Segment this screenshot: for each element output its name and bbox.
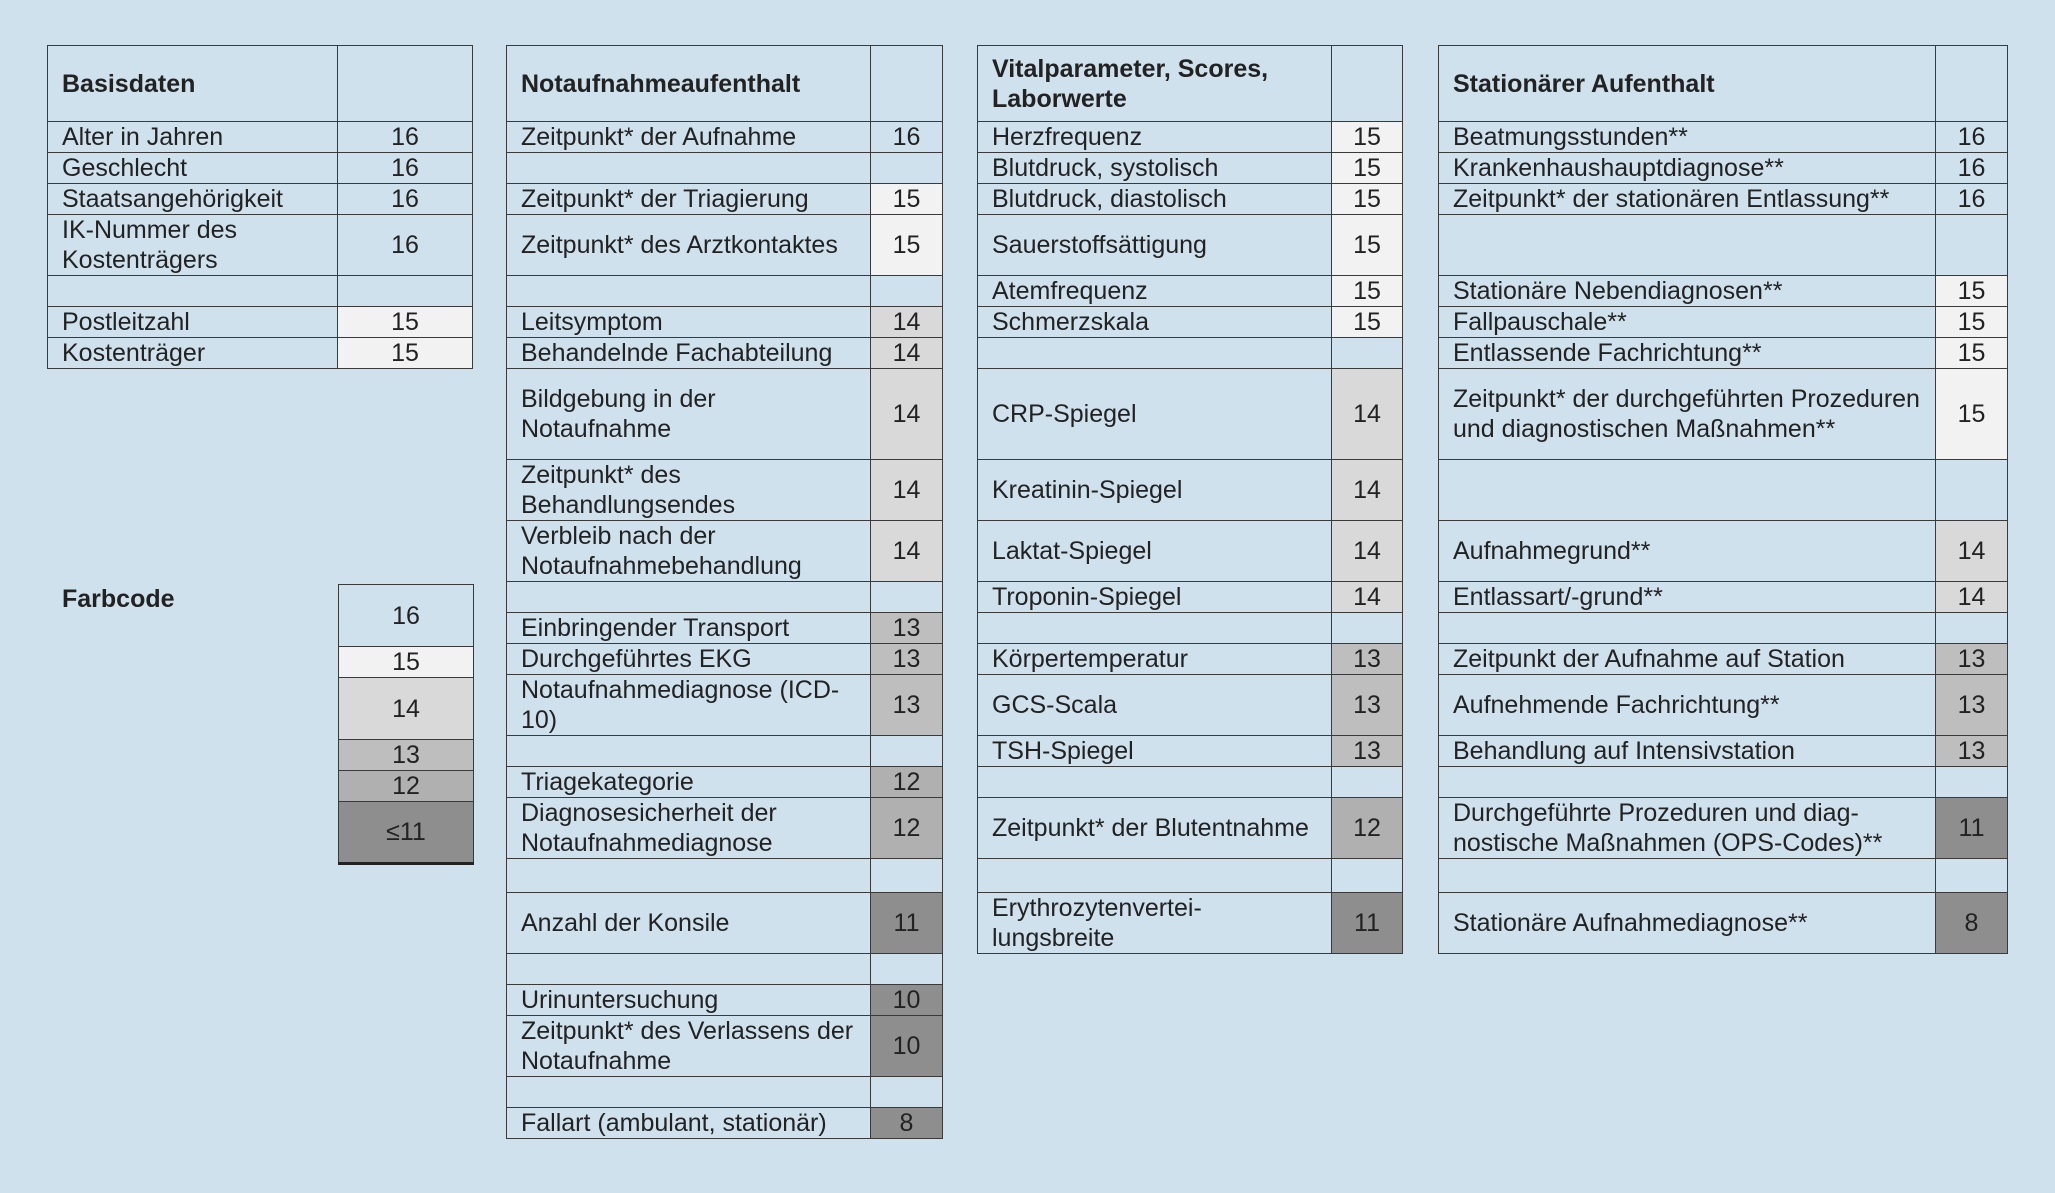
row-label: Fallart (ambulant, stationär) (507, 1108, 871, 1139)
row-value: 15 (338, 307, 473, 338)
row-value: 13 (1936, 736, 2008, 767)
row-value: 16 (338, 122, 473, 153)
row-value: 16 (871, 122, 943, 153)
row-label: Körpertemperatur (978, 644, 1332, 675)
row-label: Urinuntersuchung (507, 985, 871, 1016)
row-value: 14 (1936, 582, 2008, 613)
table-header: Vitalparameter, Scores, Laborwerte (978, 46, 1332, 122)
row-value (1936, 767, 2008, 798)
table-basisdaten (47, 45, 473, 369)
row-value (871, 954, 943, 985)
row-label: Zeitpunkt* der Aufnahme (507, 122, 871, 153)
row-label (507, 153, 871, 184)
legend-item: 16 (339, 585, 474, 647)
row-value: 15 (1332, 307, 1403, 338)
row-label: Kostenträger (48, 338, 338, 369)
color-legend (338, 584, 474, 865)
row-label: Blutdruck, diastolisch (978, 184, 1332, 215)
row-label: Anzahl der Konsile (507, 893, 871, 954)
legend-item: 14 (339, 678, 474, 740)
row-value (1936, 460, 2008, 521)
row-label: Postleitzahl (48, 307, 338, 338)
row-label: CRP-Spiegel (978, 369, 1332, 460)
row-label: IK-Nummer des Kostenträgers (48, 215, 338, 276)
row-label: Zeitpunkt* der Blutentnahme (978, 798, 1332, 859)
row-value (1332, 767, 1403, 798)
row-value: 11 (1332, 893, 1403, 954)
row-label: GCS-Scala (978, 675, 1332, 736)
row-label: Stationäre Aufnahmediagnose** (1439, 893, 1936, 954)
row-label: Zeitpunkt* des Verlassens der Notaufnahme (507, 1016, 871, 1077)
row-label: Durchgeführtes EKG (507, 644, 871, 675)
row-label: Zeitpunkt* der stationären Entlassung** (1439, 184, 1936, 215)
row-value: 12 (871, 767, 943, 798)
row-label (978, 767, 1332, 798)
row-label: Kreatinin-Spiegel (978, 460, 1332, 521)
row-value: 14 (1332, 460, 1403, 521)
row-value: 13 (1936, 644, 2008, 675)
row-label: Zeitpunkt* des Behandlungsendes (507, 460, 871, 521)
row-value: 14 (871, 521, 943, 582)
row-label: Verbleib nach der Notaufnahmebehandlung (507, 521, 871, 582)
row-value: 16 (338, 184, 473, 215)
row-label: Diagnosesicherheit der Notaufnahmediagnose (507, 798, 871, 859)
row-value (871, 276, 943, 307)
row-label: Beatmungsstunden** (1439, 122, 1936, 153)
row-value (1332, 613, 1403, 644)
table-notaufnahme (506, 45, 943, 1139)
row-label: Bildgebung in der Notaufnahme (507, 369, 871, 460)
row-value: 14 (871, 338, 943, 369)
legend-item: ≤11 (339, 802, 474, 864)
row-value: 13 (1332, 644, 1403, 675)
row-label: Geschlecht (48, 153, 338, 184)
row-value (871, 153, 943, 184)
row-value: 14 (1332, 521, 1403, 582)
row-value: 15 (1936, 276, 2008, 307)
row-label (507, 1077, 871, 1108)
table-header: Stationärer Aufenthalt (1439, 46, 1936, 122)
row-value: 15 (1332, 215, 1403, 276)
row-label: Herzfrequenz (978, 122, 1332, 153)
row-value: 16 (1936, 153, 2008, 184)
row-label: Fallpauschale** (1439, 307, 1936, 338)
row-label: Alter in Jahren (48, 122, 338, 153)
row-label: Schmerzskala (978, 307, 1332, 338)
row-value (1936, 613, 2008, 644)
row-label (507, 582, 871, 613)
row-label: Zeitpunkt* der durchgeführten Prozeduren und diagnostischen Maßnahmen** (1439, 369, 1936, 460)
row-value (871, 859, 943, 893)
row-value (1936, 215, 2008, 276)
row-label (1439, 859, 1936, 893)
row-label: Zeitpunkt* der Triagierung (507, 184, 871, 215)
row-value (1936, 859, 2008, 893)
row-value (338, 276, 473, 307)
legend-item: 15 (339, 647, 474, 678)
row-value: 10 (871, 1016, 943, 1077)
row-label (507, 954, 871, 985)
row-label (1439, 215, 1936, 276)
row-value: 15 (1936, 338, 2008, 369)
row-label: Notaufnahmediagnose (ICD-10) (507, 675, 871, 736)
row-value (1332, 859, 1403, 893)
row-label: Triagekategorie (507, 767, 871, 798)
table-header: Notaufnahmeaufenthalt (507, 46, 871, 122)
row-label: Stationäre Nebendiagnosen** (1439, 276, 1936, 307)
row-label: Blutdruck, systolisch (978, 153, 1332, 184)
row-value: 14 (871, 307, 943, 338)
row-label: Zeitpunkt* des Arztkontaktes (507, 215, 871, 276)
row-label (1439, 613, 1936, 644)
table-header: Basisdaten (48, 46, 338, 122)
row-label (507, 736, 871, 767)
row-value: 11 (1936, 798, 2008, 859)
row-value: 15 (1936, 307, 2008, 338)
row-value: 8 (871, 1108, 943, 1139)
row-value: 13 (1936, 675, 2008, 736)
legend-title: Farbcode (62, 585, 175, 613)
row-value (871, 582, 943, 613)
row-value: 10 (871, 985, 943, 1016)
row-label (978, 859, 1332, 893)
row-value: 15 (1332, 153, 1403, 184)
row-value: 12 (871, 798, 943, 859)
row-value: 14 (1332, 582, 1403, 613)
row-value: 16 (1936, 184, 2008, 215)
row-value: 14 (1936, 521, 2008, 582)
row-label (978, 338, 1332, 369)
row-value (871, 736, 943, 767)
row-label: Krankenhaushauptdiagnose** (1439, 153, 1936, 184)
row-value: 13 (871, 675, 943, 736)
row-value: 14 (1332, 369, 1403, 460)
row-value: 13 (1332, 675, 1403, 736)
row-value: 15 (871, 184, 943, 215)
row-value: 15 (1332, 276, 1403, 307)
row-label (1439, 460, 1936, 521)
row-label: Aufnahmegrund** (1439, 521, 1936, 582)
row-value: 15 (871, 215, 943, 276)
row-value: 12 (1332, 798, 1403, 859)
row-label: TSH-Spiegel (978, 736, 1332, 767)
row-value: 13 (871, 613, 943, 644)
row-value: 13 (1332, 736, 1403, 767)
row-label: Erythrozytenvertei-lungsbreite (978, 893, 1332, 954)
row-value: 16 (338, 153, 473, 184)
row-label: Sauerstoffsättigung (978, 215, 1332, 276)
row-label: Atemfrequenz (978, 276, 1332, 307)
legend-item: 12 (339, 771, 474, 802)
row-label (1439, 767, 1936, 798)
row-label: Zeitpunkt der Aufnahme auf Station (1439, 644, 1936, 675)
row-value (1332, 338, 1403, 369)
row-value: 15 (1332, 122, 1403, 153)
row-label: Laktat-Spiegel (978, 521, 1332, 582)
row-value: 15 (338, 338, 473, 369)
row-label: Durchgeführte Prozeduren und diag-nostische Maßnahmen (OPS-Codes)** (1439, 798, 1936, 859)
row-value: 16 (1936, 122, 2008, 153)
row-label: Troponin-Spiegel (978, 582, 1332, 613)
row-label (978, 613, 1332, 644)
row-value: 16 (338, 215, 473, 276)
row-label: Staatsangehörigkeit (48, 184, 338, 215)
row-value: 15 (1936, 369, 2008, 460)
row-label (507, 859, 871, 893)
table-vitalparameter (977, 45, 1403, 954)
legend-item: 13 (339, 740, 474, 771)
row-label: Aufnehmende Fachrichtung** (1439, 675, 1936, 736)
row-value: 13 (871, 644, 943, 675)
row-label: Entlassende Fachrichtung** (1439, 338, 1936, 369)
row-value (871, 1077, 943, 1108)
row-label: Entlassart/-grund** (1439, 582, 1936, 613)
row-value: 14 (871, 369, 943, 460)
row-value: 8 (1936, 893, 2008, 954)
row-value: 14 (871, 460, 943, 521)
row-value: 11 (871, 893, 943, 954)
table-stationaer (1438, 45, 2008, 954)
row-label: Behandlung auf Intensivstation (1439, 736, 1936, 767)
row-label: Behandelnde Fachabteilung (507, 338, 871, 369)
row-value: 15 (1332, 184, 1403, 215)
row-label: Einbringender Transport (507, 613, 871, 644)
row-label (48, 276, 338, 307)
row-label: Leitsymptom (507, 307, 871, 338)
row-label (507, 276, 871, 307)
